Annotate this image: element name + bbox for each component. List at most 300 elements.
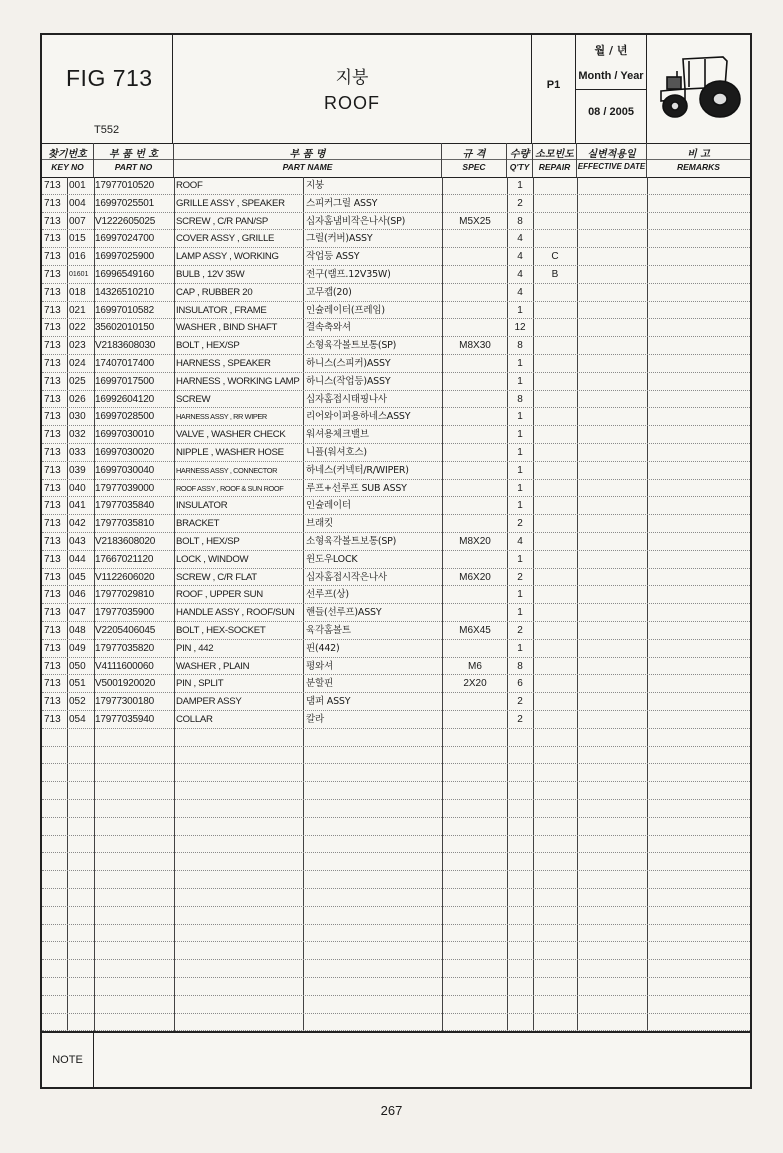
row-spec [444, 177, 506, 195]
page-number: 267 [380, 1103, 403, 1118]
row-key-no: 023 [69, 340, 86, 352]
row-part-name-korean: 리어와이퍼용하네스ASSY [306, 411, 411, 423]
row-key-no: 043 [69, 536, 86, 547]
table-row [42, 177, 750, 195]
tractor-cell [647, 35, 750, 143]
row-fig: 713 [44, 340, 61, 352]
row-spec [444, 248, 506, 266]
row-qty: 8 [517, 393, 523, 405]
row-part-name: ROOF , UPPER SUN [176, 589, 263, 601]
row-part-name: BOLT , HEX/SP [176, 536, 240, 547]
table-row [42, 426, 750, 444]
row-part-name-korean: 댐퍼 ASSY [306, 696, 351, 708]
row-key-no: 030 [69, 411, 86, 423]
row-part-no: 17977029810 [95, 589, 154, 601]
row-qty: 1 [517, 553, 523, 565]
row-qty: 2 [517, 518, 523, 530]
column-header-row [42, 143, 750, 178]
row-repair [534, 444, 576, 462]
row-fig: 713 [44, 571, 61, 583]
row-part-name-korean: 스피커그릴 ASSY [306, 197, 378, 209]
row-repair [534, 551, 576, 569]
row-part-name: SCREW , C/R PAN/SP [176, 215, 268, 227]
row-qty: 4 [517, 269, 523, 280]
row-part-name: ROOF [176, 180, 203, 191]
row-spec [444, 480, 506, 498]
row-repair [534, 177, 576, 195]
row-part-name: HANDLE ASSY , ROOF/SUN [176, 607, 295, 619]
model-code: T552 [94, 124, 120, 136]
page-ref: P1 [546, 79, 561, 91]
row-part-name-korean: 하니스(스피커)ASSY [306, 358, 391, 369]
row-fig: 713 [44, 607, 61, 619]
row-spec [444, 195, 506, 213]
table-row [42, 444, 750, 462]
row-part-name-korean: 결속축와셔 [306, 322, 351, 334]
table-row [42, 551, 750, 569]
note-section [42, 1033, 750, 1087]
row-qty: 2 [517, 714, 523, 725]
row-part-name-korean: 십자홈냄비작은나사(SP) [306, 215, 406, 227]
row-part-name: BOLT , HEX/SP [176, 340, 240, 352]
row-qty: 1 [517, 411, 523, 423]
row-repair [534, 302, 576, 320]
row-spec [444, 515, 506, 533]
row-spec [444, 462, 506, 480]
col-qty: 수량 Q'TY [507, 143, 533, 177]
row-part-name: CAP , RUBBER 20 [176, 286, 253, 298]
row-part-no: 16997024700 [95, 233, 154, 245]
row-repair [534, 604, 576, 622]
table-row [42, 853, 750, 871]
row-qty: 2 [517, 625, 523, 636]
row-key-no: 018 [69, 286, 86, 298]
row-spec [444, 302, 506, 320]
row-part-name-korean: 소형육각볼트보통(SP) [306, 340, 397, 352]
row-key-no: 022 [69, 322, 86, 334]
row-part-name: SCREW , C/R FLAT [176, 571, 257, 583]
fig-number: FIG 713 [66, 65, 153, 91]
row-repair [534, 230, 576, 248]
row-spec [444, 444, 506, 462]
fig-cell [42, 35, 173, 143]
row-part-no: V1122606020 [95, 571, 155, 583]
row-spec: M6X45 [459, 625, 491, 636]
row-fig: 713 [44, 233, 61, 245]
row-repair [534, 391, 576, 409]
row-fig: 713 [44, 322, 61, 334]
row-spec [444, 230, 506, 248]
row-part-name-korean: 지붕 [306, 180, 324, 191]
row-repair [534, 622, 576, 640]
col-spec: 규 격 SPEC [442, 143, 507, 177]
table-row [42, 248, 750, 266]
row-part-name-korean: 핸들(선루프)ASSY [306, 607, 382, 619]
row-repair [534, 337, 576, 355]
row-qty: 1 [517, 358, 523, 369]
row-qty: 1 [517, 180, 523, 191]
row-repair [534, 213, 576, 231]
table-row [42, 302, 750, 320]
row-repair [534, 195, 576, 213]
row-key-no: 047 [69, 607, 86, 619]
table-row [42, 925, 750, 943]
row-spec: M8X20 [459, 536, 491, 547]
row-spec [444, 426, 506, 444]
col-part-no: 부 품 번 호 PART NO [94, 143, 174, 177]
row-part-no: 17977035840 [95, 500, 154, 512]
table-row [42, 800, 750, 818]
row-spec [444, 711, 506, 729]
row-part-name-korean: 평와셔 [306, 660, 333, 672]
row-spec [444, 373, 506, 391]
row-repair [534, 497, 576, 515]
row-qty: 1 [517, 482, 523, 494]
table-row [42, 266, 750, 284]
table-row [42, 622, 750, 640]
row-fig: 713 [44, 714, 61, 725]
row-spec [444, 604, 506, 622]
table-row [42, 213, 750, 231]
table-row [42, 907, 750, 925]
row-fig: 713 [44, 464, 61, 476]
row-spec [444, 391, 506, 409]
row-key-no: 025 [69, 375, 86, 387]
sheet-header [42, 35, 750, 144]
row-part-no: 16997010582 [95, 304, 154, 316]
table-row [42, 996, 750, 1014]
row-fig: 713 [44, 553, 61, 565]
row-fig: 713 [44, 215, 61, 227]
row-part-no: 17977039000 [95, 482, 154, 494]
row-part-name: PIN , SPLIT [176, 678, 224, 690]
row-repair [534, 408, 576, 426]
table-row [42, 729, 750, 747]
table-row [42, 782, 750, 800]
row-repair [534, 284, 576, 302]
row-fig: 713 [44, 500, 61, 512]
row-key-no: 039 [69, 464, 86, 476]
row-part-name: PIN , 442 [176, 642, 214, 654]
row-part-name: WASHER , BIND SHAFT [176, 322, 278, 334]
row-part-no: 16997025501 [95, 197, 154, 209]
row-repair [534, 675, 576, 693]
row-part-name-korean: 소형육각볼트보통(SP) [306, 536, 397, 547]
row-key-no: 032 [69, 429, 86, 441]
table-row [42, 195, 750, 213]
row-part-name-korean: 그릴(커버)ASSY [306, 233, 373, 245]
row-fig: 713 [44, 678, 61, 690]
table-row [42, 942, 750, 960]
row-part-name: SCREW [176, 393, 211, 405]
row-repair [534, 480, 576, 498]
row-key-no: 049 [69, 642, 86, 654]
row-qty: 1 [517, 589, 523, 601]
row-fig: 713 [44, 375, 61, 387]
row-key-no: 004 [69, 197, 86, 209]
table-row [42, 337, 750, 355]
parts-table-body [42, 177, 750, 1033]
row-key-no: 040 [69, 482, 86, 494]
row-qty: 1 [517, 642, 523, 654]
row-fig: 713 [44, 625, 61, 636]
row-key-no: 051 [69, 678, 86, 690]
row-spec: 2X20 [463, 678, 487, 690]
table-row [42, 693, 750, 711]
row-repair [534, 711, 576, 729]
table-row [42, 1014, 750, 1032]
row-qty: 1 [517, 304, 523, 316]
row-fig: 713 [44, 482, 61, 494]
row-part-no: 17977035820 [95, 642, 154, 654]
row-key-no: 033 [69, 447, 86, 458]
row-fig: 713 [44, 536, 61, 547]
row-qty: 12 [514, 322, 526, 334]
row-part-no: 16997030010 [95, 429, 154, 441]
col-effective-date: 실변적용일 EFFECTIVE DATE [577, 143, 647, 177]
row-qty: 2 [517, 696, 523, 708]
row-part-no: V4111600060 [95, 660, 154, 672]
row-part-name: WASHER , PLAIN [176, 660, 250, 672]
row-part-no: V2183608030 [95, 340, 156, 352]
row-part-name-korean: 인슐레이터 [306, 500, 351, 512]
row-qty: 1 [517, 607, 523, 619]
row-part-name: ROOF ASSY , ROOF & SUN ROOF [176, 483, 284, 493]
row-part-name: LAMP ASSY , WORKING [176, 251, 279, 263]
row-part-name-korean: 선루프(상) [306, 589, 349, 601]
row-key-no: 021 [69, 304, 86, 316]
row-qty: 1 [517, 464, 523, 476]
row-qty: 6 [517, 678, 523, 690]
row-qty: 8 [517, 660, 523, 672]
row-qty: 8 [517, 340, 523, 352]
row-repair [534, 426, 576, 444]
row-part-no: 17977010520 [95, 180, 154, 191]
table-row [42, 836, 750, 854]
row-part-name: HARNESS , SPEAKER [176, 358, 271, 369]
row-qty: 8 [517, 215, 523, 227]
row-key-no: 015 [69, 233, 86, 245]
row-spec [444, 355, 506, 373]
row-spec: M8X30 [459, 340, 491, 352]
row-fig: 713 [44, 358, 61, 369]
row-part-no: 16997025900 [95, 251, 154, 263]
row-part-no: 17977300180 [95, 696, 154, 708]
row-repair [534, 355, 576, 373]
row-fig: 713 [44, 304, 61, 316]
row-fig: 713 [44, 251, 61, 263]
row-part-no: 17407017400 [95, 358, 154, 369]
row-repair [534, 569, 576, 587]
row-key-no: 007 [69, 215, 86, 227]
row-spec: M5X25 [459, 215, 491, 227]
table-row [42, 462, 750, 480]
row-repair [534, 640, 576, 658]
table-row [42, 515, 750, 533]
row-part-name-korean: 십자홈접시작은나사 [306, 571, 387, 583]
row-spec [444, 551, 506, 569]
row-qty: 1 [517, 429, 523, 441]
row-spec [444, 284, 506, 302]
row-fig: 713 [44, 197, 61, 209]
table-row [42, 960, 750, 978]
month-year-korean: 월 / 년 [594, 44, 628, 57]
row-part-name-korean: 작업등 ASSY [306, 251, 360, 263]
table-row [42, 658, 750, 676]
row-part-no: 16997030040 [95, 464, 154, 476]
month-year-label: Month / Year [578, 70, 644, 82]
table-row [42, 711, 750, 729]
row-repair: C [551, 251, 559, 263]
row-spec: M6X20 [459, 571, 491, 583]
row-spec [444, 640, 506, 658]
row-key-no: 016 [69, 251, 86, 263]
table-row [42, 889, 750, 907]
row-part-name-korean: 하니스(작업등)ASSY [306, 375, 391, 387]
col-part-name: 부 품 명 PART NAME [174, 143, 442, 177]
row-part-name-korean: 루프+선루프 SUB ASSY [306, 482, 407, 494]
row-spec [444, 497, 506, 515]
title-english: ROOF [324, 93, 380, 113]
row-fig: 713 [44, 411, 61, 423]
row-part-name-korean: 하네스(커넥터/R/WIPER) [306, 464, 409, 476]
row-part-name-korean: 고무캡(20) [306, 286, 352, 298]
row-fig: 713 [44, 447, 61, 458]
row-qty: 1 [517, 500, 523, 512]
row-fig: 713 [44, 180, 61, 191]
table-row [42, 480, 750, 498]
row-spec [444, 586, 506, 604]
row-part-name: NIPPLE , WASHER HOSE [176, 447, 284, 458]
row-part-no: 16992604120 [95, 393, 154, 405]
title-cell [173, 35, 532, 143]
row-part-no: V2205406045 [95, 625, 156, 636]
row-qty: 4 [517, 233, 523, 245]
row-qty: 4 [517, 251, 523, 263]
table-row [42, 675, 750, 693]
page-ref-cell [532, 35, 576, 143]
row-part-name: VALVE , WASHER CHECK [176, 429, 286, 441]
table-row [42, 871, 750, 889]
row-fig: 713 [44, 518, 61, 530]
row-part-name-korean: 육각홈볼트 [306, 625, 351, 636]
col-key: 찾기번호 KEY NO [42, 143, 94, 177]
row-part-name: INSULATOR [176, 500, 228, 512]
table-row [42, 230, 750, 248]
row-fig: 713 [44, 429, 61, 441]
row-key-no: 046 [69, 589, 86, 601]
row-part-name: GRILLE ASSY , SPEAKER [176, 197, 285, 209]
row-part-name: INSULATOR , FRAME [176, 304, 267, 316]
table-row [42, 319, 750, 337]
row-spec [444, 693, 506, 711]
row-key-no: 026 [69, 393, 86, 405]
row-spec [444, 319, 506, 337]
row-repair [534, 533, 576, 551]
row-key-no: 042 [69, 518, 86, 530]
row-fig: 713 [44, 589, 61, 601]
row-fig: 713 [44, 269, 61, 280]
row-repair [534, 693, 576, 711]
row-part-no: 14326510210 [95, 286, 154, 298]
row-spec: M6 [468, 660, 482, 672]
row-qty: 1 [517, 447, 523, 458]
row-part-name: HARNESS ASSY , RR WIPER [176, 412, 267, 422]
table-row [42, 391, 750, 409]
table-row [42, 497, 750, 515]
row-part-name-korean: 십자홈접시태핑나사 [306, 393, 387, 405]
table-row [42, 569, 750, 587]
row-part-name: LOCK , WINDOW [176, 553, 249, 565]
row-key-no: 048 [69, 625, 86, 636]
table-row [42, 373, 750, 391]
table-row [42, 533, 750, 551]
row-part-name: DAMPER ASSY [176, 696, 242, 708]
row-part-no: 17977035810 [95, 518, 154, 530]
row-part-no: 16997030020 [95, 447, 154, 458]
row-part-name-korean: 브래킷 [306, 518, 333, 530]
row-part-no: V1222605025 [95, 215, 156, 227]
row-part-no: 35602010150 [95, 322, 154, 334]
tractor-icon [655, 47, 745, 119]
row-part-name-korean: 전구(램프.12V35W) [306, 269, 391, 280]
row-part-name-korean: 핀(442) [306, 642, 340, 654]
month-year-value: 08 / 2005 [588, 106, 634, 118]
row-part-name-korean: 인슐레이터(프레임) [306, 304, 385, 316]
row-part-no: 17977035900 [95, 607, 154, 619]
row-key-no: 050 [69, 660, 86, 672]
row-key-no: 01601 [69, 271, 89, 278]
row-repair [534, 515, 576, 533]
row-part-name: HARNESS , WORKING LAMP [176, 375, 300, 387]
row-fig: 713 [44, 642, 61, 654]
table-row [42, 355, 750, 373]
row-key-no: 054 [69, 714, 86, 725]
row-part-name-korean: 분할핀 [306, 678, 333, 690]
row-part-name: HARNESS ASSY , CONNECTOR [176, 465, 278, 475]
row-fig: 713 [44, 286, 61, 298]
row-repair: B [551, 269, 559, 280]
row-part-no: 16997028500 [95, 411, 154, 423]
row-key-no: 024 [69, 358, 86, 369]
row-part-name: COVER ASSY , GRILLE [176, 233, 275, 245]
row-part-name-korean: 니플(워셔호스) [306, 447, 367, 458]
table-row [42, 604, 750, 622]
row-part-name: BULB , 12V 35W [176, 269, 245, 280]
col-remarks: 비 고 REMARKS [647, 143, 750, 177]
row-part-no: V5001920020 [95, 678, 156, 690]
row-repair [534, 586, 576, 604]
row-part-no: 16996549160 [95, 269, 154, 280]
row-qty: 2 [517, 571, 523, 583]
row-part-name: COLLAR [176, 714, 213, 725]
row-spec [444, 266, 506, 284]
row-repair [534, 373, 576, 391]
row-qty: 2 [517, 197, 523, 209]
row-part-no: 16997017500 [95, 375, 154, 387]
row-repair [534, 462, 576, 480]
parts-sheet [40, 33, 752, 1089]
row-repair [534, 658, 576, 676]
row-part-no: 17977035940 [95, 714, 154, 725]
row-key-no: 041 [69, 500, 86, 512]
row-part-name-korean: 칼라 [306, 714, 324, 725]
row-part-no: V2183608020 [95, 536, 156, 547]
row-part-name-korean: 워셔용체크밸브 [306, 429, 369, 441]
row-spec [444, 408, 506, 426]
row-fig: 713 [44, 660, 61, 672]
table-row [42, 640, 750, 658]
